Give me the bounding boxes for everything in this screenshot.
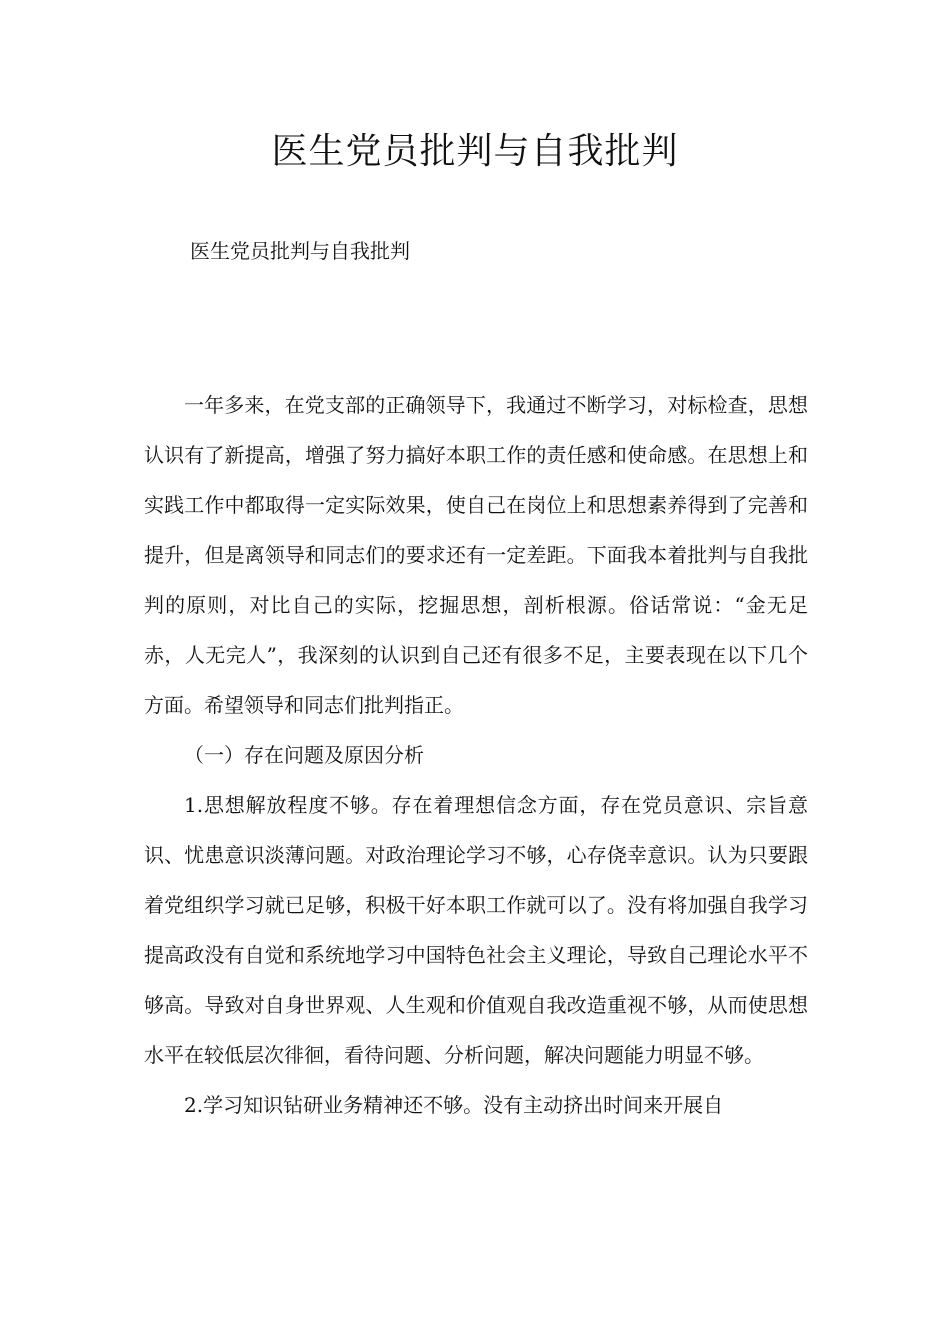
document-subtitle: 医生党员批判与自我批判 bbox=[190, 239, 410, 263]
paragraph-item-1: 1.思想解放程度不够。存在着理想信念方面，存在党员意识、宗旨意识、忧患意识淡薄问题。对政治理论学习不够，心存侥幸意识。认为只要跟着党组织学习就已足够，积极干好本职工作就可以了。没有将加强自我学习提高政没有自觉和系统地学习中国特色社会主义理论，导致自己理论水平不够高。导致对自身世界观、人生观和价值观自我改造重视不够，从而使思想水平在较低层次徘徊，看待问题、分析问题，解决问题能力明显不够。 bbox=[144, 793, 808, 1067]
section-heading: （一）存在问题及原因分析 bbox=[184, 743, 424, 767]
document-title: 医生党员批判与自我批判 bbox=[271, 131, 679, 172]
document-body bbox=[144, 380, 808, 1130]
paragraph-intro: 一年多来，在党支部的正确领导下，我通过不断学习，对标检查，思想认识有了新提高，增强了努力搞好本职工作的责任感和使命感。在思想上和实践工作中都取得一定实际效果，使自己在岗位上和思想素养得到了完善和提升，但是离领导和同志们的要求还有一定差距。下面我本着批判与自我批判的原则，对比自己的实际，挖掘思想，剖析根源。俗话常说：“金无足赤，人无完人”，我深刻的认识到自己还有很多不足，主要表现在以下几个方面。希望领导和同志们批判指正。 bbox=[144, 393, 808, 717]
paragraph-item-2: 2.学习知识钻研业务精神还不够。没有主动挤出时间来开展自 bbox=[184, 1093, 724, 1117]
